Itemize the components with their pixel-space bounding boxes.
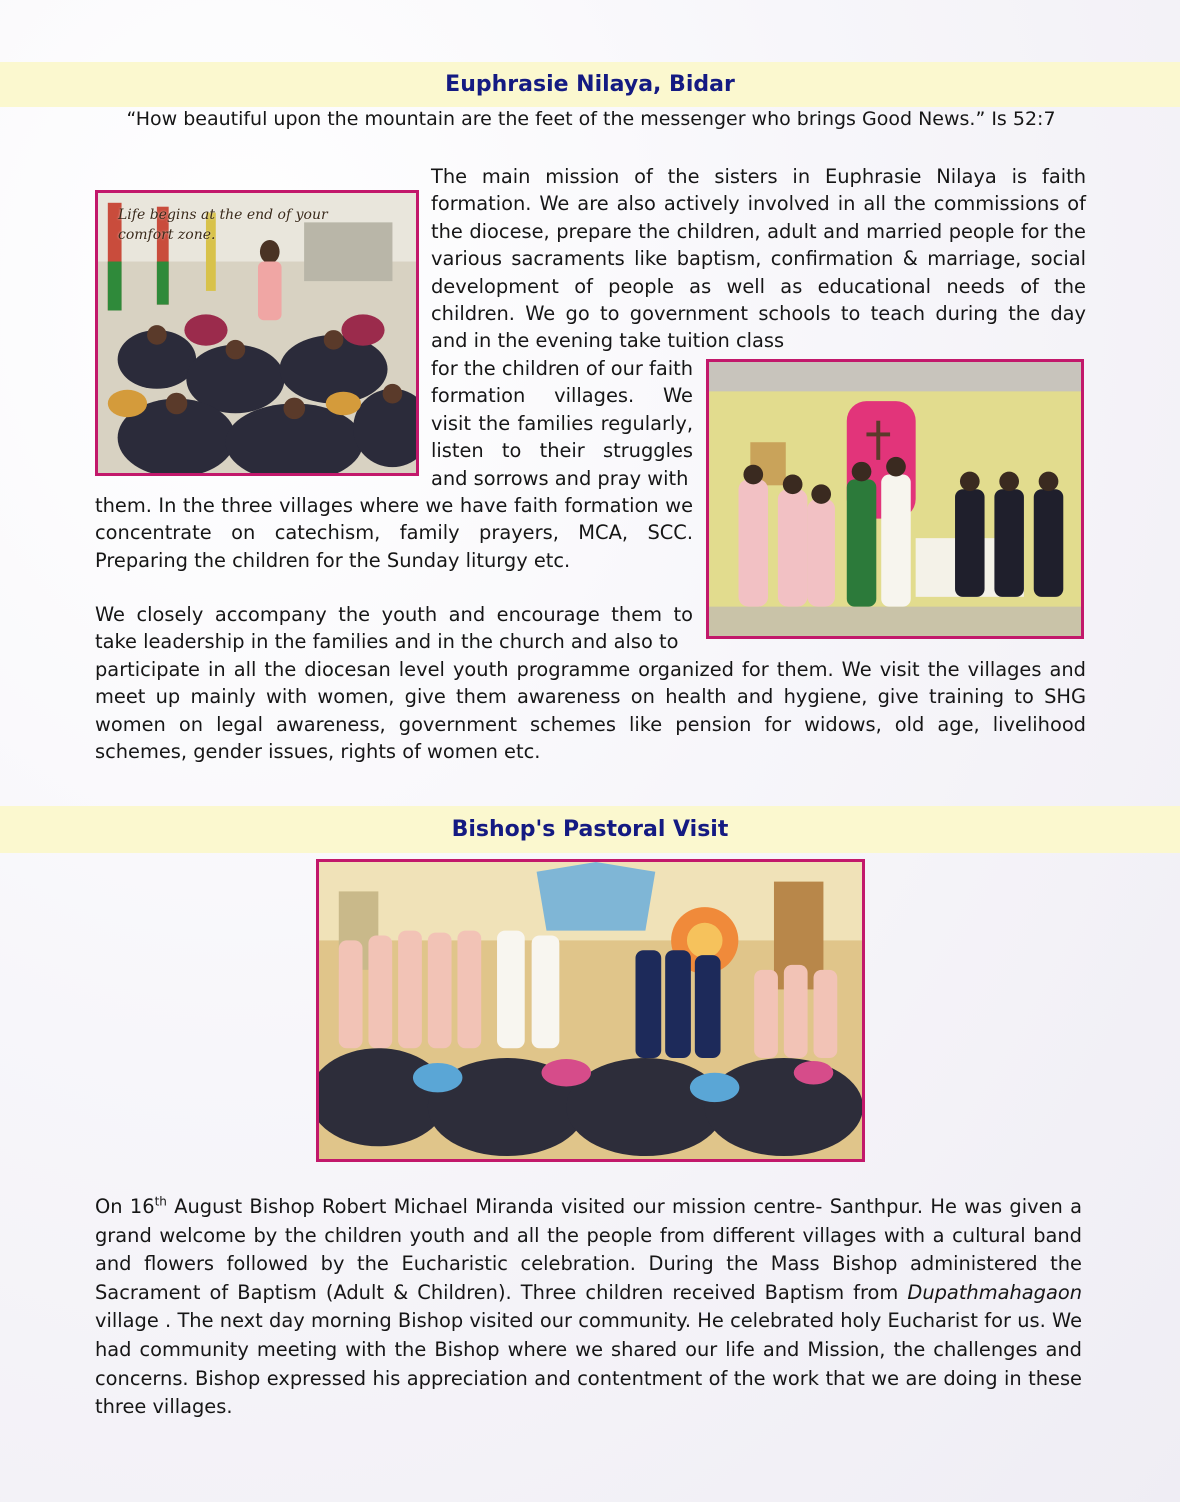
- text-visit-community: village . The next day morning Bishop visited our community. He celebrated holy Eucharist for us. We had community meeting with the Bishop where we shared our life and Mission, the challenges and concerns. Bishop expressed his appreciation and contentment of the work that we are doing in these three villages.: [95, 1309, 1082, 1419]
- paragraph-women: participate in all the diocesan level youth programme organized for them. We visit the villages and meet up mainly with women, give them awareness on health and hygiene, give training to SHG women on legal awareness, government schemes like pension for widows, old age, livelihood schemes, gender issues, rights of women etc.: [95, 658, 1086, 764]
- paragraph-youth: We closely accompany the youth and encourage them to take leadership in the families and in the church and also to: [95, 603, 693, 654]
- paragraph-mission: The main mission of the sisters in Euphrasie Nilaya is faith formation. We are also actively involved in all the commissions of the diocese, prepare the children, adult and married people for the various sacraments like baptism, confirmation & marriage, social development of people as well as educational needs of the children. We go to government schools to teach during the day and in the evening take tuition class: [431, 165, 1086, 353]
- paragraph-bishop-visit: [95, 1193, 1082, 1422]
- photo-faith-formation-class: [95, 190, 419, 476]
- text-visit-details: August Bishop Robert Michael Miranda visited our mission centre- Santhpur. He was given a grand welcome by the children youth and all the people from different villages with a cultural band and flowers followed by the Eucharistic celebration. During the Mass Bishop administered the Sacrament of Baptism (Adult & Children). Three children received Baptism from: [95, 1195, 1083, 1304]
- text-on: On 16: [95, 1195, 155, 1218]
- paragraph-faith-formation: them. In the three villages where we have faith formation we concentrate on catechism, family prayers, MCA, SCC. Preparing the children for the Sunday liturgy etc.: [95, 494, 693, 572]
- village-name: Dupathmahagaon: [907, 1280, 1082, 1304]
- section-title-bishop-visit: Bishop's Pastoral Visit: [451, 817, 729, 842]
- photo-bishop-visit-image: [319, 862, 862, 1159]
- photo-church-gathering: [706, 359, 1084, 639]
- photo-overlay-caption: Life begins at the end of your comfort zone.: [118, 207, 328, 243]
- ordinal-suffix: th: [154, 1194, 167, 1209]
- section-header-band: [0, 62, 1180, 107]
- paragraph-visits: for the children of our faith formation villages. We visit the families regularly, listen to their struggles and sorrows and pray with: [431, 357, 693, 490]
- section-header-band-2: [0, 806, 1180, 853]
- scripture-quote: “How beautiful upon the mountain are the feet of the messenger who brings Good News.” Is 52:7: [126, 108, 1056, 130]
- photo-bishop-visit: [316, 859, 865, 1162]
- section-title-euphrasie: Euphrasie Nilaya, Bidar: [445, 72, 735, 97]
- photo-church-gathering-image: [709, 362, 1081, 636]
